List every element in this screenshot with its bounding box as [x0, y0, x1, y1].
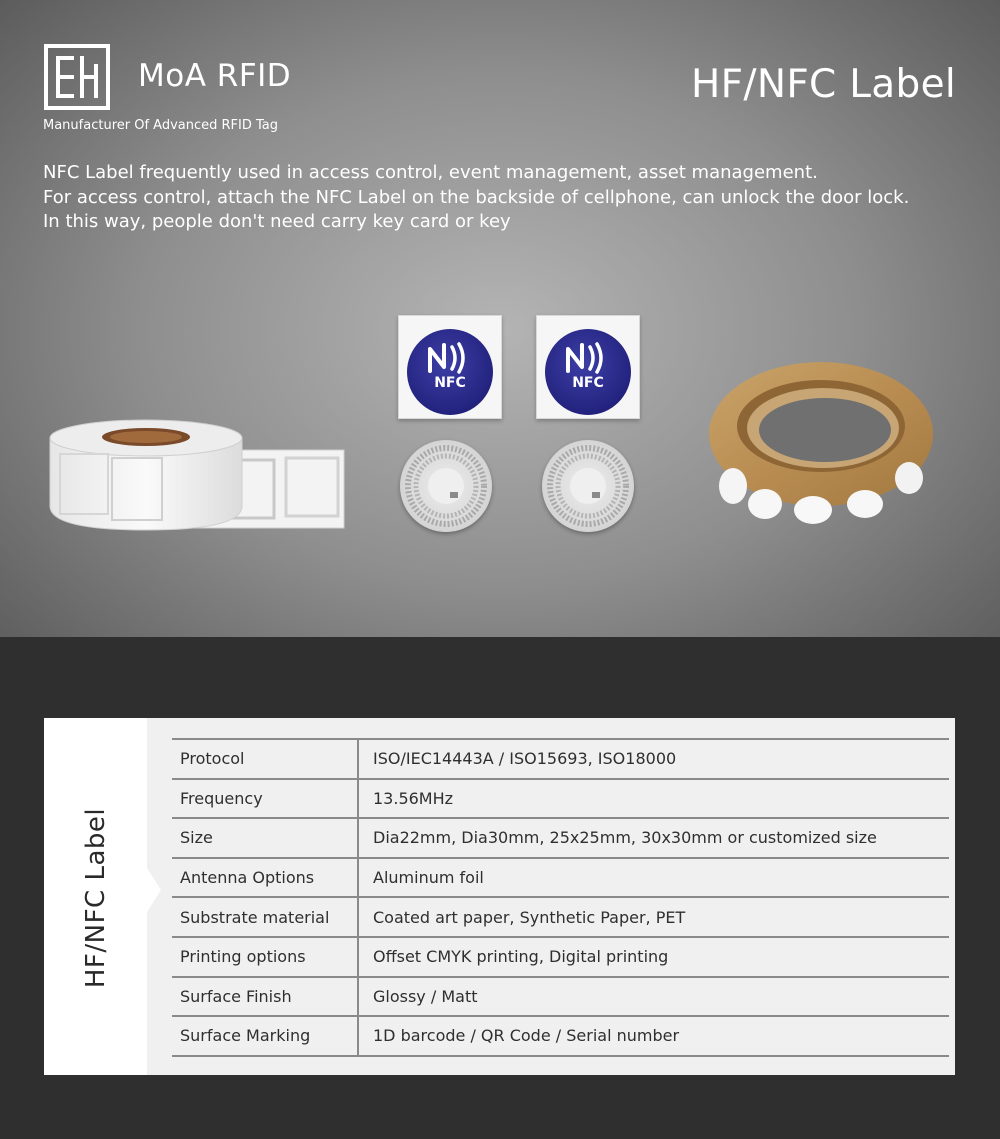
spec-label: Printing options: [172, 937, 358, 977]
nfc-logo-text: NFC: [572, 375, 604, 391]
spec-value: Coated art paper, Synthetic Paper, PET: [358, 897, 949, 937]
spec-label: Substrate material: [172, 897, 358, 937]
nfc-sticker-image: [398, 315, 502, 419]
table-row: [172, 779, 949, 819]
table-row: [172, 1016, 949, 1056]
spec-side-panel: [44, 718, 147, 1075]
product-description: [43, 161, 973, 235]
moa-logo-icon: [44, 44, 110, 110]
table-row: [172, 937, 949, 977]
spec-value: 13.56MHz: [358, 779, 949, 819]
spec-value: Dia22mm, Dia30mm, 25x25mm, 30x30mm or customized size: [358, 818, 949, 858]
table-row: [172, 739, 949, 779]
description-line: In this way, people don't need carry key card or key: [43, 211, 511, 232]
brand-tagline: Manufacturer Of Advanced RFID Tag: [43, 118, 279, 133]
spec-label: Antenna Options: [172, 858, 358, 898]
spec-value: ISO/IEC14443A / ISO15693, ISO18000: [358, 739, 949, 779]
side-panel-pointer: [147, 868, 161, 912]
table-row: [172, 818, 949, 858]
spec-label: Size: [172, 818, 358, 858]
round-inlay-image: [400, 440, 492, 532]
spec-card: [44, 718, 955, 1075]
nfc-logo-icon: [545, 329, 631, 415]
table-row: [172, 858, 949, 898]
spec-side-title: HF/NFC Label: [81, 807, 111, 989]
round-label-roll-image: [703, 356, 935, 528]
spec-label: Surface Marking: [172, 1016, 358, 1056]
spec-value: Offset CMYK printing, Digital printing: [358, 937, 949, 977]
spec-value: 1D barcode / QR Code / Serial number: [358, 1016, 949, 1056]
description-line: For access control, attach the NFC Label on the backside of cellphone, can unlock the door lock.: [43, 186, 910, 208]
spec-label: Surface Finish: [172, 977, 358, 1017]
spec-value: Aluminum foil: [358, 858, 949, 898]
label-roll-image: [46, 410, 346, 542]
nfc-sticker-image: [536, 315, 640, 419]
nfc-logo-icon: [407, 329, 493, 415]
spec-label: Frequency: [172, 779, 358, 819]
description-line: NFC Label frequently used in access control, event management, asset management.: [43, 162, 818, 183]
table-row: [172, 977, 949, 1017]
table-row: [172, 897, 949, 937]
spec-label: Protocol: [172, 739, 358, 779]
nfc-logo-text: NFC: [434, 375, 466, 391]
spec-value: Glossy / Matt: [358, 977, 949, 1017]
brand-name: MoA RFID: [138, 58, 292, 94]
page-title: HF/NFC Label: [691, 62, 956, 107]
spec-table: [172, 738, 949, 1057]
round-inlay-image: [542, 440, 634, 532]
